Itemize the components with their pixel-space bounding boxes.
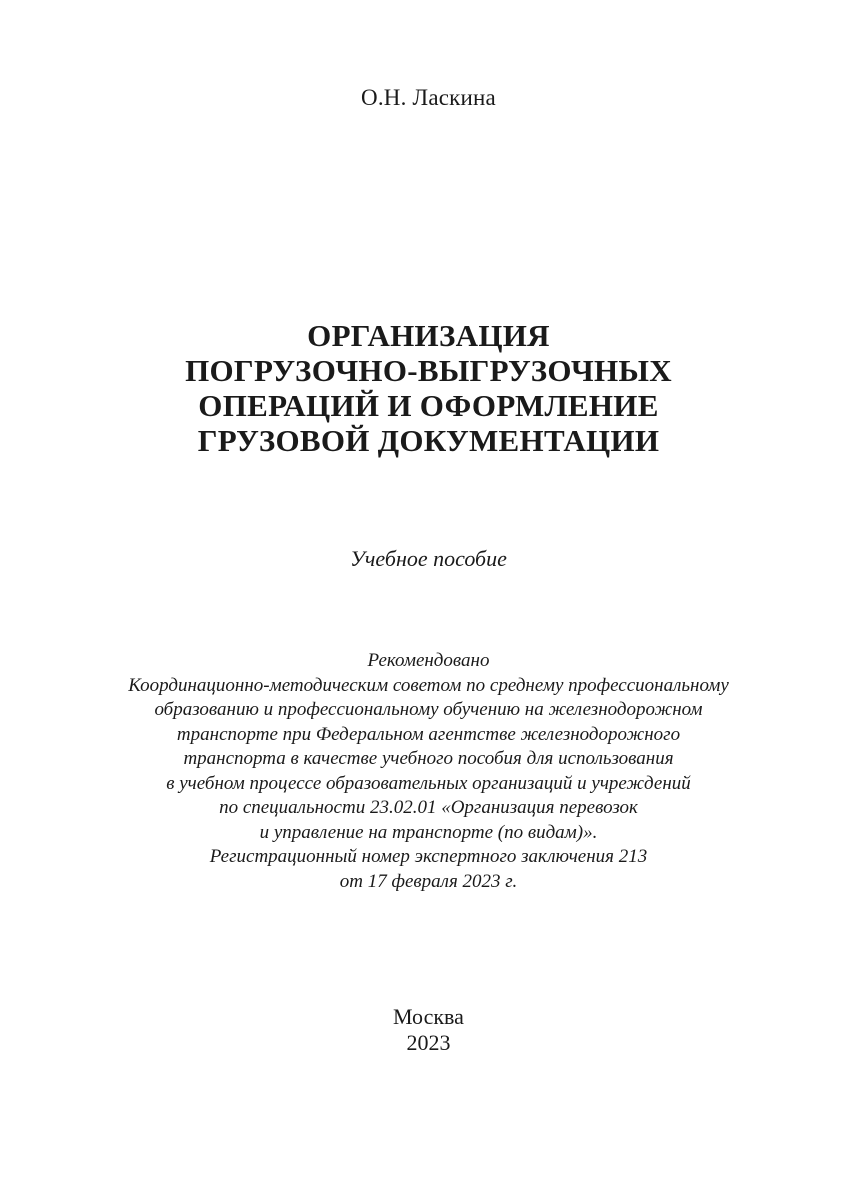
recommendation-line: по специальности 23.02.01 «Организация перевозок: [219, 797, 638, 818]
recommendation-line: образованию и профессиональному обучению на железнодорожном: [154, 699, 703, 720]
recommendation-line: в учебном процессе образовательных организаций и учреждений: [166, 772, 691, 794]
title-line: ОРГАНИЗАЦИЯ: [307, 318, 550, 353]
recommendation-heading: Рекомендовано: [367, 650, 490, 671]
recommendation-line: и управление на транспорте (по видам)».: [259, 821, 598, 843]
title-line: ПОГРУЗОЧНО-ВЫГРУЗОЧНЫХ: [185, 353, 672, 388]
recommendation-statement: [0, 649, 857, 894]
recommendation-line: Регистрационный номер экспертного заключения 213: [209, 846, 648, 867]
publication-city: Москва: [393, 1004, 464, 1029]
book-title: [0, 318, 857, 458]
recommendation-line: Координационно-методическим советом по среднему профессиональному: [128, 674, 729, 696]
recommendation-line: от 17 февраля 2023 г.: [339, 870, 518, 892]
book-type: Учебное пособие: [350, 546, 507, 571]
publication-year: 2023: [406, 1030, 451, 1055]
author-name: О.Н. Ласкина: [361, 85, 496, 110]
title-line: ГРУЗОВОЙ ДОКУМЕНТАЦИИ: [197, 423, 660, 458]
recommendation-line: транспорта в качестве учебного пособия для использования: [183, 748, 674, 769]
recommendation-line: транспорте при Федеральном агентстве железнодорожного: [176, 723, 681, 745]
title-line: ОПЕРАЦИЙ И ОФОРМЛЕНИЕ: [198, 388, 659, 423]
